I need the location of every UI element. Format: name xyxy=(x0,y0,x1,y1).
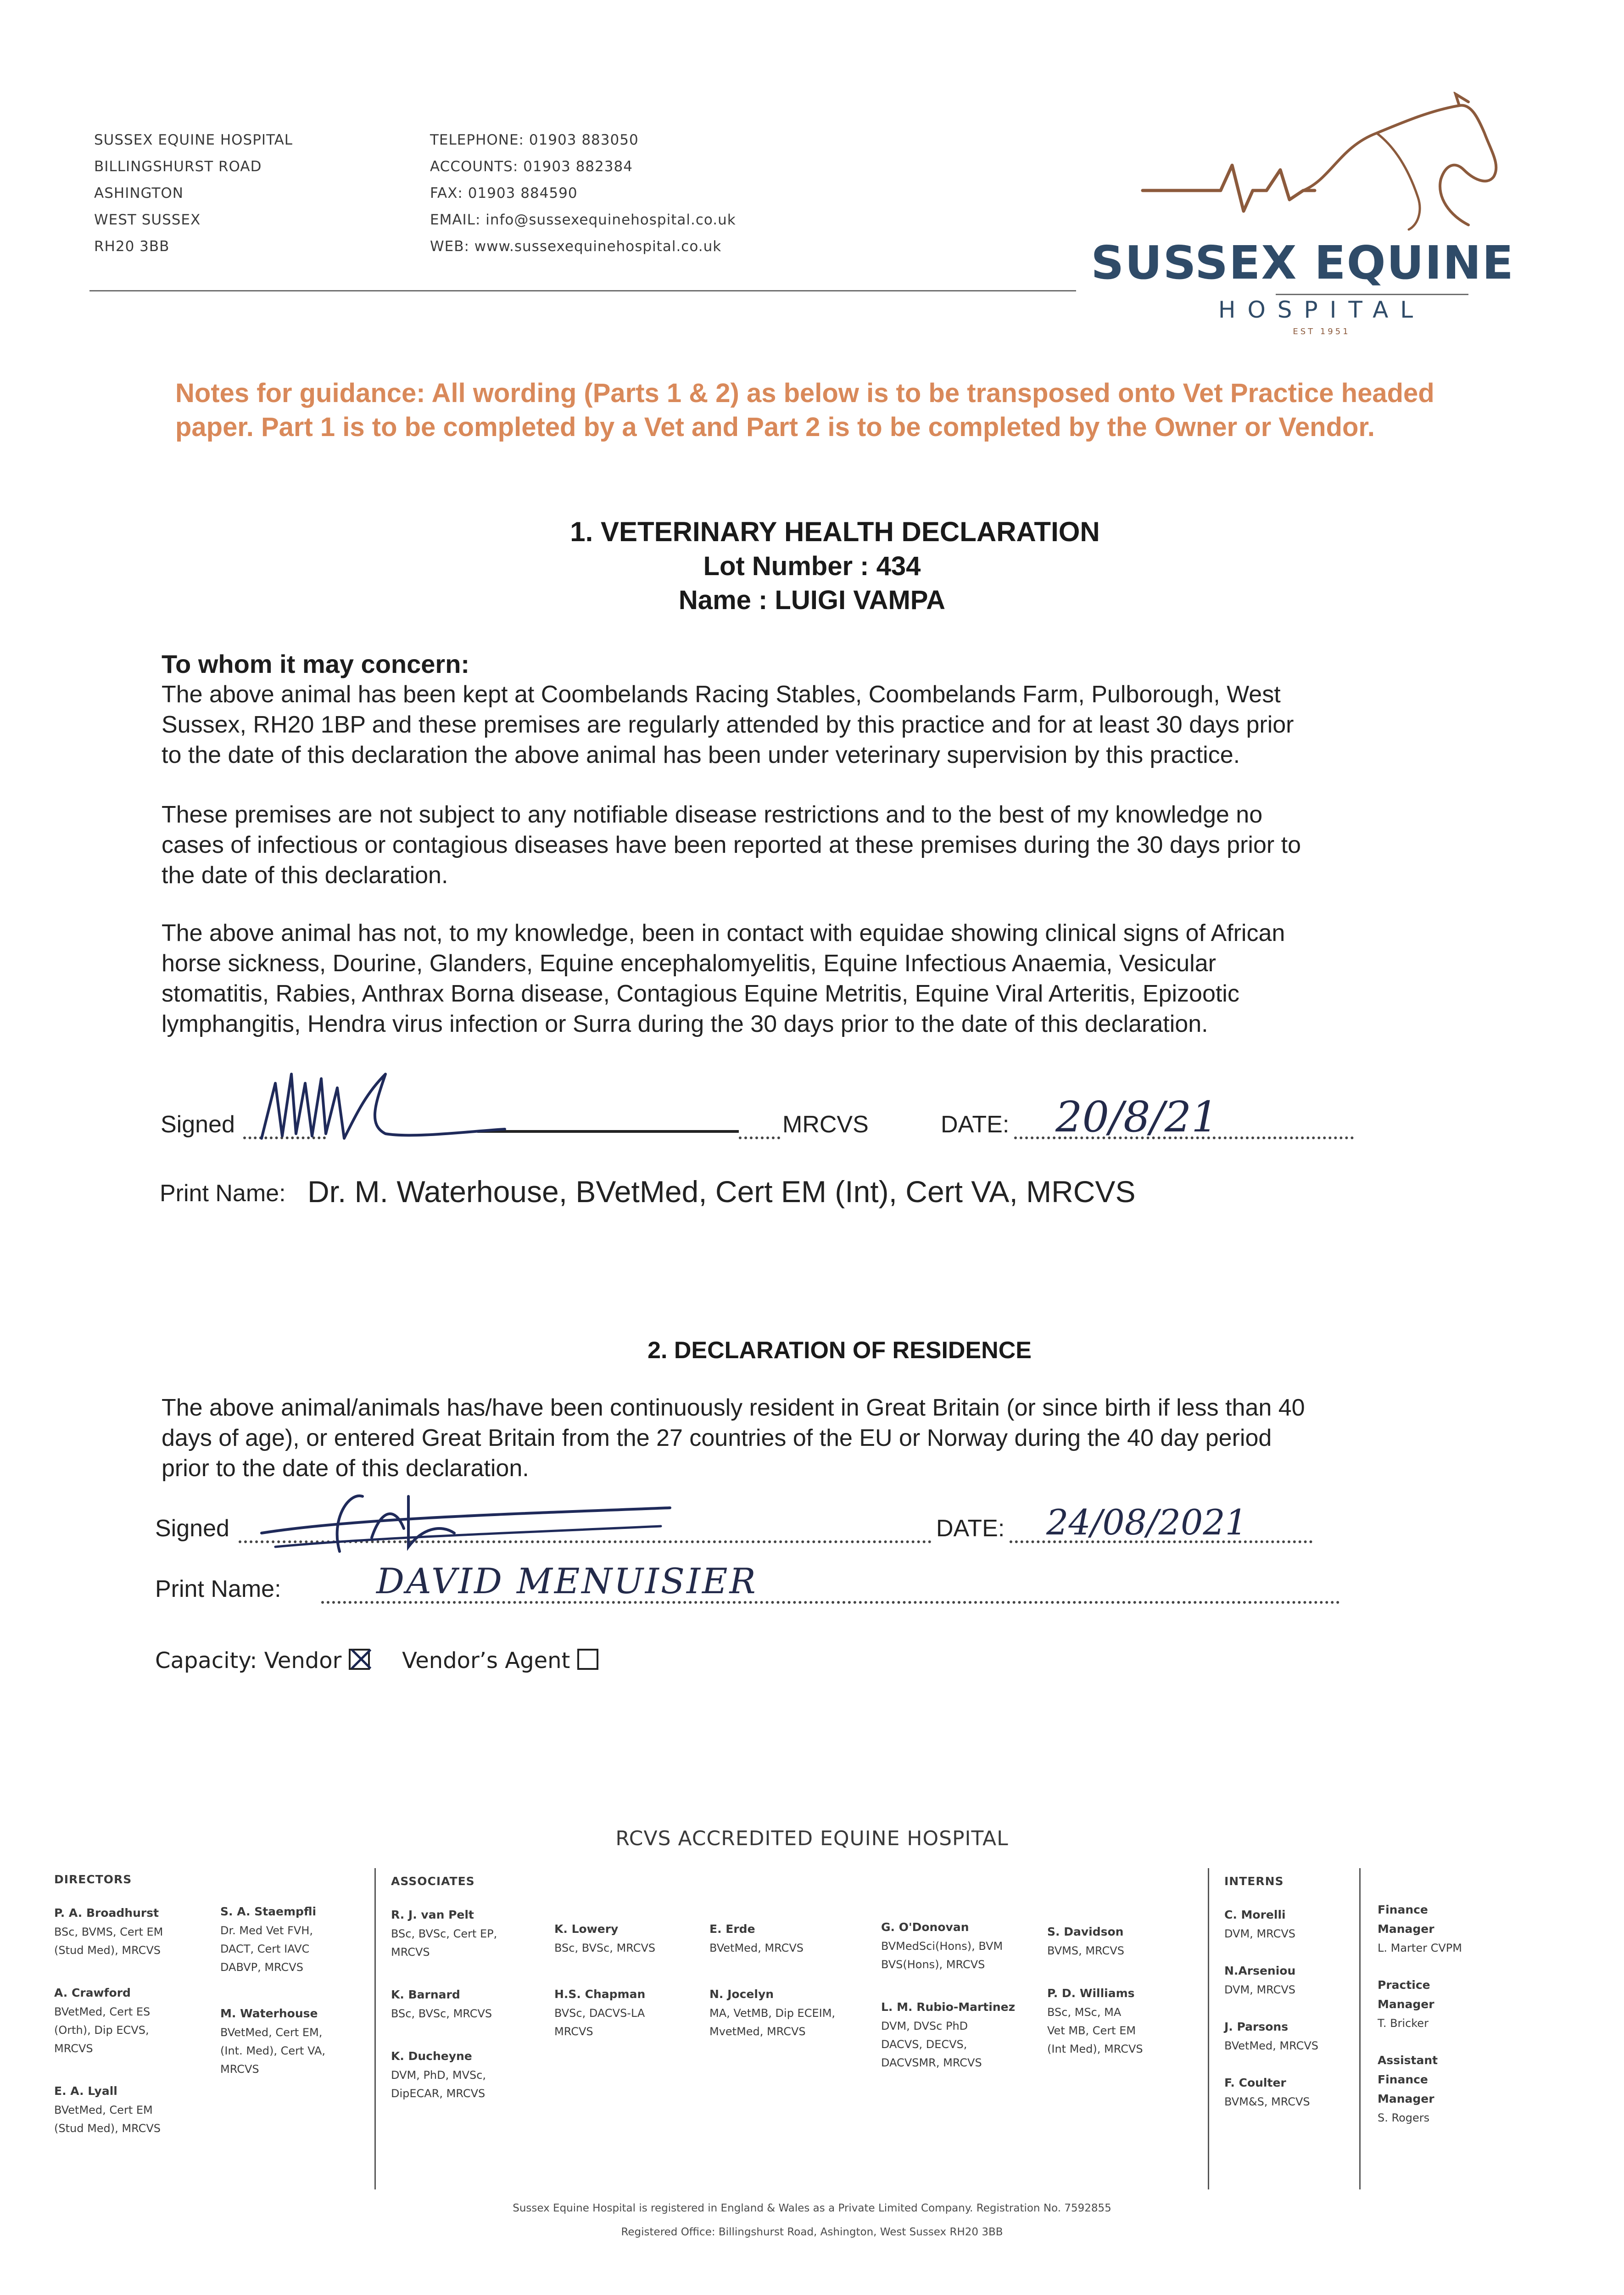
text-line: The above animal has been kept at Coombelands Racing Stables, Coombelands Farm, Pulborough, West xyxy=(162,681,1281,708)
lot-number: Lot Number : 434 xyxy=(703,551,921,581)
associates-column-3 xyxy=(709,1920,865,2065)
staff-member: P. D. Williams BSc, MSc, MA Vet MB, Cert EM (Int Med), MRCVS xyxy=(1047,1987,1143,2055)
contact-block xyxy=(430,127,736,260)
vendor-checkbox[interactable] xyxy=(349,1649,370,1670)
staff-member: Assistant Finance Manager S. Rogers xyxy=(1378,2054,1438,2124)
staff-member: J. Parsons BVetMed, MRCVS xyxy=(1224,2020,1319,2052)
mrcvs-label: MRCVS xyxy=(782,1111,869,1138)
web-line: WEB: www.sussexequinehospital.co.uk xyxy=(430,238,722,255)
associates-column-5 xyxy=(1047,1922,1194,2082)
capacity-row xyxy=(155,1648,598,1674)
text-line: stomatitis, Rabies, Anthrax Borna disease, Contagious Equine Metritis, Equine Viral Arteritis, Epizootic xyxy=(162,980,1239,1007)
capacity-label: Capacity: Vendor xyxy=(155,1648,342,1674)
text-line: The above animal/animals has/have been continuously resident in Great Britain (or since birth if less than 40 xyxy=(162,1394,1305,1421)
address-line: WEST SUSSEX xyxy=(94,212,201,228)
directors-column-2 xyxy=(220,1902,358,2102)
staff-member: S. A. Staempfli Dr. Med Vet FVH, DACT, Cert IAVC DABVP, MRCVS xyxy=(220,1905,317,1974)
staff-member: E. A. Lyall BVetMed, Cert EM (Stud Med), MRCVS xyxy=(54,2084,161,2135)
text-line: to the date of this declaration the above animal has been under veterinary supervision by this practice. xyxy=(162,742,1240,768)
logo-wordmark: SUSSEX EQUINE xyxy=(1091,236,1514,290)
staff-member: A. Crawford BVetMed, Cert ES (Orth), Dip ECVS, MRCVS xyxy=(54,1986,151,2055)
address-line: RH20 3BB xyxy=(94,238,170,255)
staff-member: N. Jocelyn MA, VetMB, Dip ECEIM, MvetMed, MRCVS xyxy=(709,1987,836,2038)
associates-column-4 xyxy=(881,1918,1046,2096)
part2-title: 2. DECLARATION OF RESIDENCE xyxy=(647,1337,1032,1364)
part1-paragraph-restrictions xyxy=(162,800,1421,890)
registered-office: Registered Office: Billingshurst Road, Ashington, West Sussex RH20 3BB xyxy=(621,2226,1003,2238)
email-line: EMAIL: info@sussexequinehospital.co.uk xyxy=(430,212,736,228)
part2-print-value: DAVID MENUISIER xyxy=(376,1561,758,1601)
staff-member: G. O'Donovan BVMedSci(Hons), BVM BVS(Hons), MRCVS xyxy=(881,1920,1003,1971)
logo-established: EST 1951 xyxy=(1293,327,1351,336)
text-line: The above animal has not, to my knowledge, been in contact with equidae showing clinical signs of African xyxy=(162,920,1285,946)
text-line: days of age), or entered Great Britain from the 27 countries of the EU or Norway during the 40 day period xyxy=(162,1425,1272,1451)
text-line: the date of this declaration. xyxy=(162,862,448,889)
address-line: SUSSEX EQUINE HOSPITAL xyxy=(94,132,293,148)
telephone-line: TELEPHONE: 01903 883050 xyxy=(430,132,639,148)
part1-paragraph-premises xyxy=(162,679,1421,770)
registration-note: Sussex Equine Hospital is registered in England & Wales as a Private Limited Company. Registration No. 7592855 xyxy=(513,2202,1111,2214)
text-line: prior to the date of this declaration. xyxy=(162,1455,529,1482)
logo-subtitle: HOSPITAL xyxy=(1218,297,1425,323)
staff-member: N.Arseniou DVM, MRCVS xyxy=(1224,1964,1296,1996)
horse-heartbeat-icon xyxy=(1055,92,1514,243)
staff-member: K. Barnard BSc, BVSc, MRCVS xyxy=(391,1988,492,2020)
staff-member: K. Lowery BSc, BVSc, MRCVS xyxy=(554,1922,656,1954)
guidance-notes: Notes for guidance: All wording (Parts 1 & 2) as below is to be transposed onto Vet Practice headed paper. Part 1 is to be completed by a Vet and Part 2 is to be completed by the Owner or Vendor. xyxy=(175,378,1434,442)
staff-member: P. A. Broadhurst BSc, BVMS, Cert EM (Stud Med), MRCVS xyxy=(54,1906,163,1957)
part1-signed-label: Signed xyxy=(161,1111,235,1138)
vendor-agent-label: Vendor’s Agent xyxy=(402,1648,570,1674)
part2-signed-label: Signed xyxy=(155,1515,229,1542)
part1-paragraph-contact xyxy=(162,918,1421,1039)
staff-member: E. Erde BVetMed, MRCVS xyxy=(709,1922,804,1954)
part2-date-value: 24/08/2021 xyxy=(1046,1502,1248,1543)
associates-column-1 xyxy=(391,1875,547,2127)
signature-dots xyxy=(739,1136,780,1139)
interns-column xyxy=(1224,1875,1357,2135)
part1-date-label: DATE: xyxy=(941,1111,1010,1138)
part2-date-label: DATE: xyxy=(936,1515,1005,1542)
staff-member: C. Morelli DVM, MRCVS xyxy=(1224,1908,1296,1940)
staff-member: R. J. van Pelt BSc, BVSc, Cert EP, MRCVS xyxy=(391,1908,497,1959)
associates-column-2 xyxy=(554,1920,701,2065)
footer-divider xyxy=(374,1868,376,2189)
vendor-signature xyxy=(257,1483,698,1556)
associates-heading: ASSOCIATES xyxy=(391,1875,475,1888)
interns-heading: INTERNS xyxy=(1224,1875,1284,1888)
staff-member: H.S. Chapman BVSc, DACVS-LA MRCVS xyxy=(554,1987,646,2038)
staff-member: L. M. Rubio-Martinez DVM, DVSc PhD DACVS, DECVS, DACVSMR, MRCVS xyxy=(881,2000,1016,2069)
part1-print-label: Print Name: xyxy=(160,1180,286,1207)
header-rule xyxy=(89,290,1076,291)
header-rule-right xyxy=(1276,294,1468,295)
hospital-logo xyxy=(1055,92,1514,349)
staff-member: Finance Manager L. Marter CVPM xyxy=(1378,1903,1462,1954)
part2-paragraph xyxy=(162,1393,1421,1483)
accounts-line: ACCOUNTS: 01903 882384 xyxy=(430,158,633,175)
address-block xyxy=(94,127,293,260)
text-line: These premises are not subject to any notifiable disease restrictions and to the best of my knowledge no xyxy=(162,801,1263,828)
footer-divider xyxy=(1359,1868,1361,2189)
staff-member: K. Ducheyne DVM, PhD, MVSc, DipECAR, MRCVS xyxy=(391,2049,486,2100)
address-line: ASHINGTON xyxy=(94,185,184,202)
footer-accreditation: RCVS ACCREDITED EQUINE HOSPITAL xyxy=(615,1827,1009,1850)
horse-name: Name : LUIGI VAMPA xyxy=(678,585,946,615)
part2-print-label: Print Name: xyxy=(155,1576,281,1602)
staff-member: M. Waterhouse BVetMed, Cert EM, (Int. Med), Cert VA, MRCVS xyxy=(220,2007,326,2076)
text-line: horse sickness, Dourine, Glanders, Equine encephalomyelitis, Equine Infectious Anaemia, Vesicular xyxy=(162,950,1216,977)
text-line: lymphangitis, Hendra virus infection or Surra during the 30 days prior to the date of this declaration. xyxy=(162,1011,1208,1037)
staff-member: Practice Manager T. Bricker xyxy=(1378,1978,1434,2030)
part1-print-value: Dr. M. Waterhouse, BVetMed, Cert EM (Int), Cert VA, MRCVS xyxy=(307,1175,1136,1209)
part1-date-value: 20/8/21 xyxy=(1055,1092,1218,1142)
vet-signature xyxy=(248,1056,523,1148)
staff-member: S. Davidson BVMS, MRCVS xyxy=(1047,1925,1124,1957)
footer-divider xyxy=(1208,1868,1209,2189)
directors-heading: DIRECTORS xyxy=(54,1873,132,1886)
management-column xyxy=(1378,1900,1488,2151)
salutation: To whom it may concern: xyxy=(162,649,470,678)
fax-line: FAX: 01903 884590 xyxy=(430,185,578,202)
part1-title: 1. VETERINARY HEALTH DECLARATION xyxy=(570,516,1100,547)
address-line: BILLINGSHURST ROAD xyxy=(94,158,262,175)
staff-member: F. Coulter BVM&S, MRCVS xyxy=(1224,2076,1310,2108)
text-line: cases of infectious or contagious diseases have been reported at these premises during the 30 days prior to xyxy=(162,832,1301,858)
text-line: Sussex, RH20 1BP and these premises are regularly attended by this practice and for at least 30 days prior xyxy=(162,711,1294,738)
vendor-agent-checkbox[interactable] xyxy=(577,1649,598,1670)
directors-column-1 xyxy=(54,1873,187,2161)
